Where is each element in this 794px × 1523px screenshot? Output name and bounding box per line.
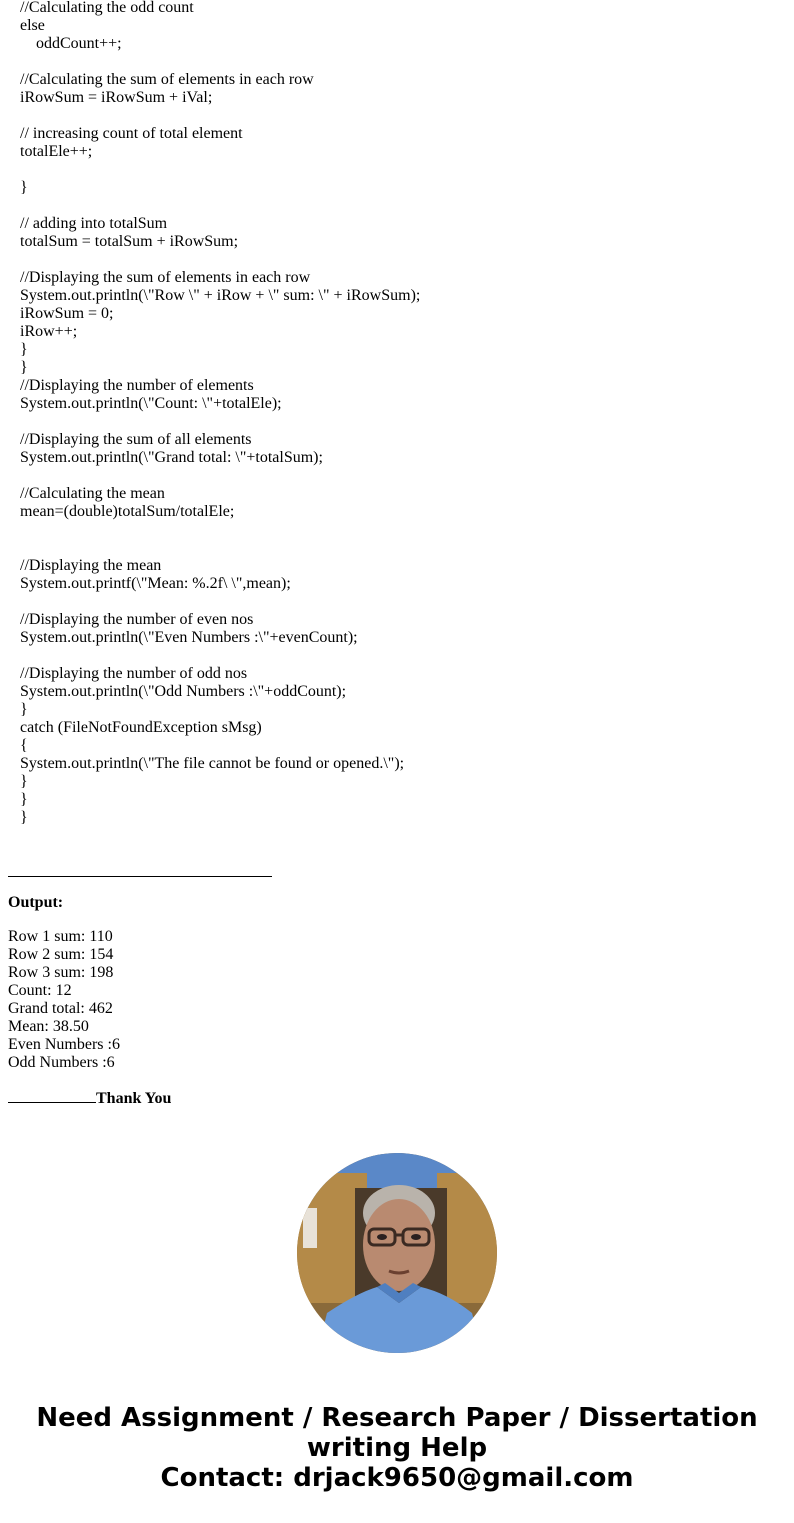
code-line: //Displaying the sum of all elements: [20, 431, 252, 448]
code-line: //Calculating the sum of elements in each row: [20, 71, 314, 88]
code-line: System.out.println(\"Count: \"+totalEle);: [20, 395, 282, 412]
code-line: }: [20, 791, 28, 808]
code-line: //Displaying the number of elements: [20, 377, 254, 394]
code-line: totalSum = totalSum + iRowSum;: [20, 233, 239, 250]
promo-contact-line: Contact: drjack9650@gmail.com: [160, 1463, 634, 1493]
code-line: }: [20, 341, 28, 358]
output-block: [8, 928, 120, 1072]
code-line: mean=(double)totalSum/totalEle;: [20, 503, 235, 520]
output-line: Count: 12: [8, 982, 72, 999]
code-line: [20, 197, 420, 215]
output-line: Grand total: 462: [8, 1000, 113, 1017]
output-line: Mean: 38.50: [8, 1018, 89, 1035]
output-line: Row 1 sum: 110: [8, 928, 113, 945]
code-line: [20, 593, 420, 611]
code-line: //Calculating the mean: [20, 485, 165, 502]
code-line: iRow++;: [20, 323, 78, 340]
promo-line-2: writing Help: [306, 1433, 488, 1463]
thank-you-text: Thank You: [96, 1090, 172, 1107]
thank-you-line: [8, 1088, 171, 1108]
code-line: [20, 53, 420, 71]
code-line: {: [20, 737, 28, 754]
code-line: [20, 161, 420, 179]
output-line: Row 2 sum: 154: [8, 946, 114, 963]
code-line: // increasing count of total element: [20, 125, 243, 142]
output-line: Even Numbers :6: [8, 1036, 120, 1053]
promo-footer: [0, 1403, 794, 1493]
output-heading: Output:: [8, 894, 64, 911]
code-line: System.out.println(\"The file cannot be found or opened.\");: [20, 755, 405, 772]
code-line: }: [20, 773, 28, 790]
code-line: //Displaying the sum of elements in each row: [20, 269, 311, 286]
code-line: //Displaying the mean: [20, 557, 162, 574]
author-avatar: [297, 1153, 497, 1353]
code-line: else: [20, 17, 45, 34]
section-divider: [8, 876, 272, 877]
code-line: }: [20, 179, 28, 196]
code-line: System.out.printf(\"Mean: %.2f\ \",mean);: [20, 575, 291, 592]
code-line: catch (FileNotFoundException sMsg): [20, 719, 262, 736]
code-line: [20, 413, 420, 431]
code-line: totalEle++;: [20, 143, 93, 160]
code-line: iRowSum = 0;: [20, 305, 114, 322]
code-line: System.out.println(\"Odd Numbers :\"+oddCount);: [20, 683, 347, 700]
code-line: [20, 467, 420, 485]
code-line: //Displaying the number of odd nos: [20, 665, 248, 682]
code-line: //Displaying the number of even nos: [20, 611, 254, 628]
underline-rule: [8, 1088, 96, 1103]
promo-line-1: Need Assignment / Research Paper / Dissertation: [36, 1403, 758, 1433]
code-line: // adding into totalSum: [20, 215, 168, 232]
code-line: }: [20, 809, 28, 826]
author-photo: [297, 1153, 497, 1353]
code-listing: [20, 0, 420, 827]
code-line: [20, 251, 420, 269]
code-line: //Calculating the odd count: [20, 0, 194, 16]
code-line: oddCount++;: [36, 35, 122, 52]
code-line: [20, 647, 420, 665]
code-line: iRowSum = iRowSum + iVal;: [20, 89, 213, 106]
code-line: }: [20, 359, 28, 376]
code-line: System.out.println(\"Row \" + iRow + \" sum: \" + iRowSum);: [20, 287, 421, 304]
output-line: Odd Numbers :6: [8, 1054, 115, 1071]
code-line: System.out.println(\"Grand total: \"+totalSum);: [20, 449, 323, 466]
output-line: Row 3 sum: 198: [8, 964, 114, 981]
code-line: [20, 539, 420, 557]
code-line: System.out.println(\"Even Numbers :\"+evenCount);: [20, 629, 358, 646]
code-line: [20, 521, 420, 539]
code-line: [20, 107, 420, 125]
code-line: }: [20, 701, 28, 718]
